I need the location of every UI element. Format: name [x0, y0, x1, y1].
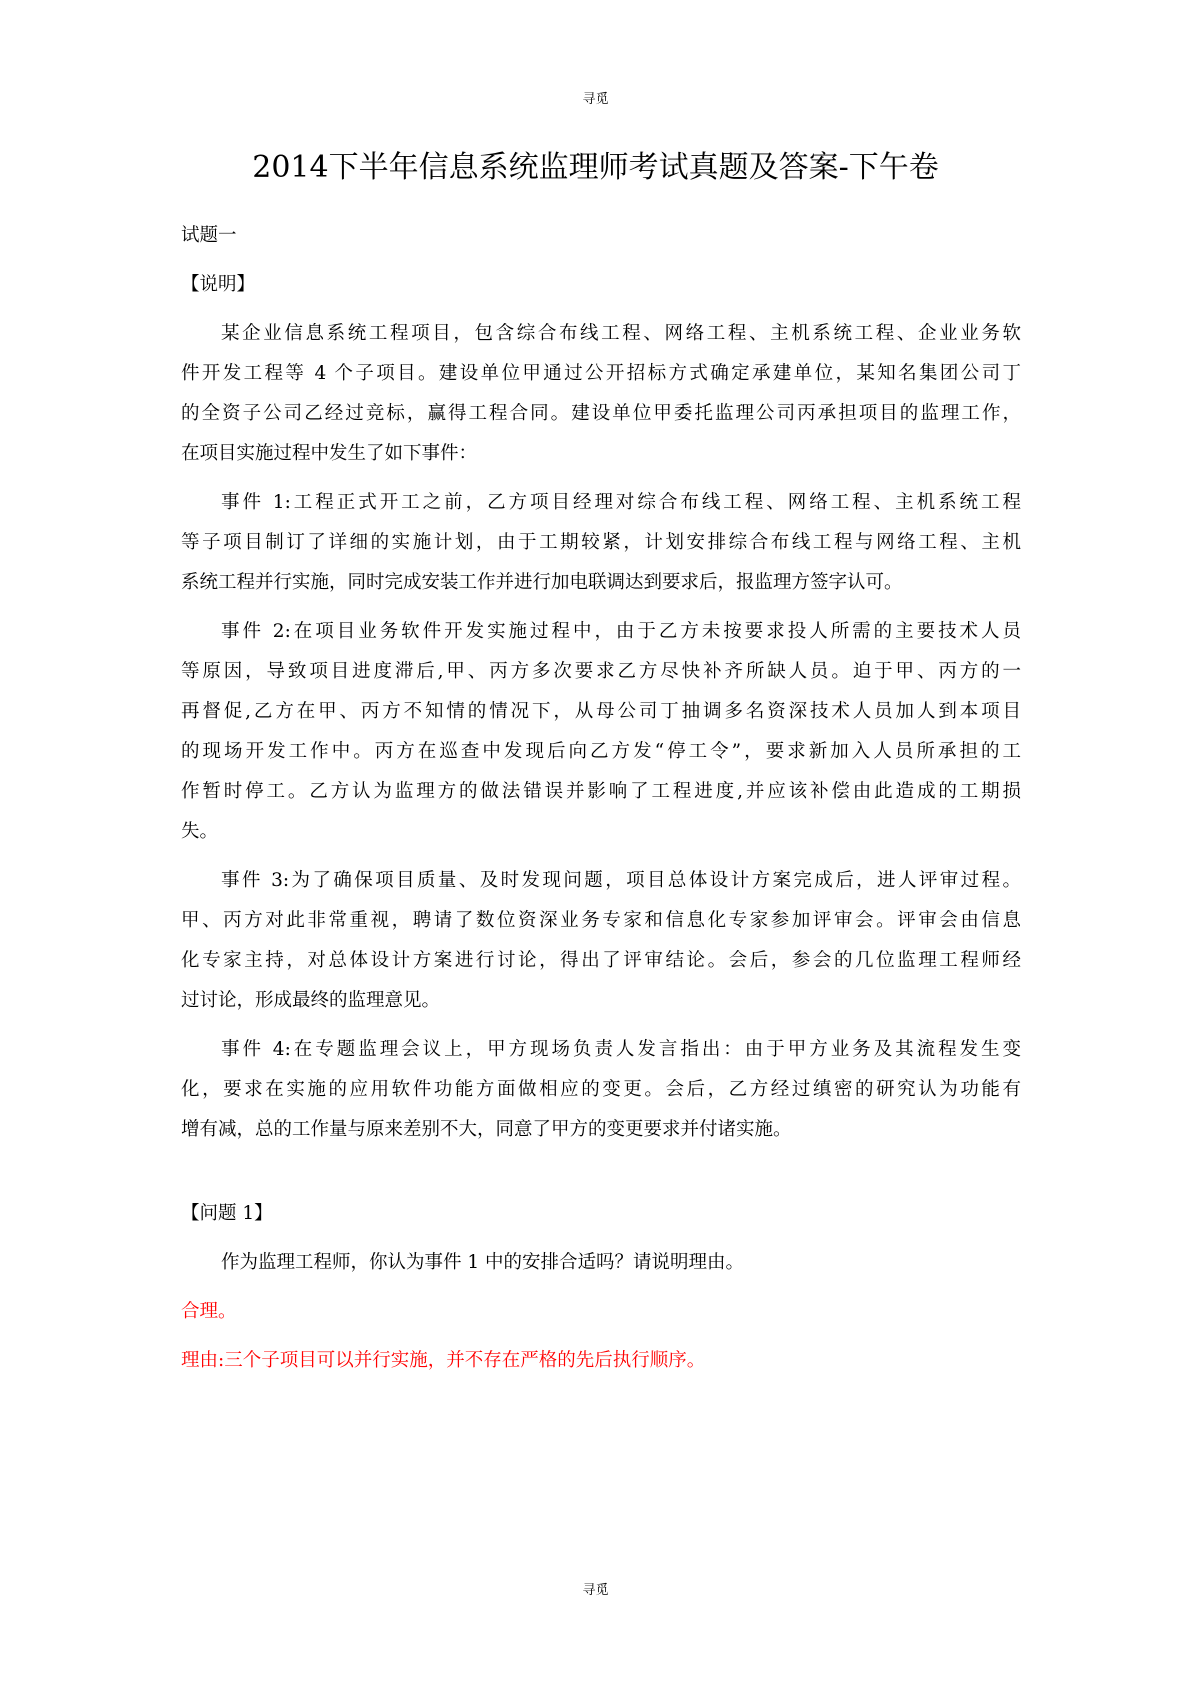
- problem1-label: 【问题 1】: [181, 1203, 273, 1224]
- paragraph-line: 等原因，导致项目进度滞后,甲、丙方多次要求乙方尽快补齐所缺人员。迫于甲、丙方的一: [181, 661, 1021, 682]
- event4-paragraph: [181, 1030, 1021, 1150]
- paragraph-line: 系统工程并行实施，同时完成安装工作并进行加电联调达到要求后，报监理方签字认可。: [181, 572, 903, 593]
- document-title: 2014下半年信息系统监理师考试真题及答案-下午卷: [252, 150, 939, 185]
- description-label: 【说明】: [181, 274, 256, 295]
- paragraph-line: 过讨论，形成最终的监理意见。: [181, 990, 441, 1011]
- paragraph-line: 化专家主持，对总体设计方案进行讨论，得出了评审结论。会后，参会的几位监理工程师经: [181, 950, 1021, 971]
- document-body: [181, 216, 1021, 1381]
- paragraph-line: 件开发工程等 4 个子项目。建设单位甲通过公开招标方式确定承建单位，某知名集团公司丁: [181, 363, 1021, 384]
- paragraph-line: 某企业信息系统工程项目，包含综合布线工程、网络工程、主机系统工程、企业业务软: [221, 323, 1021, 344]
- page-header: 寻觅: [582, 92, 609, 107]
- problem1-question: 作为监理工程师，你认为事件 1 中的安排合适吗？请说明理由。: [221, 1252, 745, 1273]
- paragraph-line: 在项目实施过程中发生了如下事件：: [181, 443, 478, 464]
- paragraph-line: 事件 2:在项目业务软件开发实施过程中，由于乙方未按要求投人所需的主要技术人员: [221, 621, 1021, 642]
- paragraph-line: 的现场开发工作中。丙方在巡查中发现后向乙方发“停工令”，要求新加入人员所承担的工: [181, 741, 1021, 762]
- paragraph-line: 等子项目制订了详细的实施计划，由于工期较紧，计划安排综合布线工程与网络工程、主机: [181, 532, 1021, 553]
- paragraph-line: 甲、丙方对此非常重视，聘请了数位资深业务专家和信息化专家参加评审会。评审会由信息: [181, 910, 1021, 931]
- event3-paragraph: [181, 861, 1021, 1021]
- event2-paragraph: [181, 612, 1021, 852]
- problem1-reason: 理由:三个子项目可以并行实施，并不存在严格的先后执行顺序。: [181, 1350, 706, 1371]
- paragraph-line: 事件 1:工程正式开工之前，乙方项目经理对综合布线工程、网络工程、主机系统工程: [221, 492, 1021, 513]
- paragraph-line: 事件 3:为了确保项目质量、及时发现问题，项目总体设计方案完成后，进人评审过程。: [221, 870, 1021, 891]
- question-label: 试题一: [181, 225, 237, 246]
- paragraph-line: 增有减，总的工作量与原来差别不大，同意了甲方的变更要求并付诸实施。: [181, 1119, 792, 1140]
- paragraph-line: 化，要求在实施的应用软件功能方面做相应的变更。会后，乙方经过缜密的研究认为功能有: [181, 1079, 1021, 1100]
- page-footer: 寻觅: [582, 1583, 609, 1598]
- paragraph-line: 再督促,乙方在甲、丙方不知情的情况下，从母公司丁抽调多名资深技术人员加人到本项目: [181, 701, 1021, 722]
- paragraph-line: 事件 4:在专题监理会议上，甲方现场负责人发言指出：由于甲方业务及其流程发生变: [221, 1039, 1021, 1060]
- problem1-answer: 合理。: [181, 1301, 237, 1322]
- paragraph-line: 失。: [181, 821, 219, 842]
- paragraph-line: 作暂时停工。乙方认为监理方的做法错误并影响了工程进度,并应该补偿由此造成的工期损: [181, 781, 1021, 802]
- event1-paragraph: [181, 483, 1021, 603]
- intro-paragraph: [181, 314, 1021, 474]
- paragraph-line: 的全资子公司乙经过竞标，赢得工程合同。建设单位甲委托监理公司丙承担项目的监理工作，: [181, 403, 1021, 424]
